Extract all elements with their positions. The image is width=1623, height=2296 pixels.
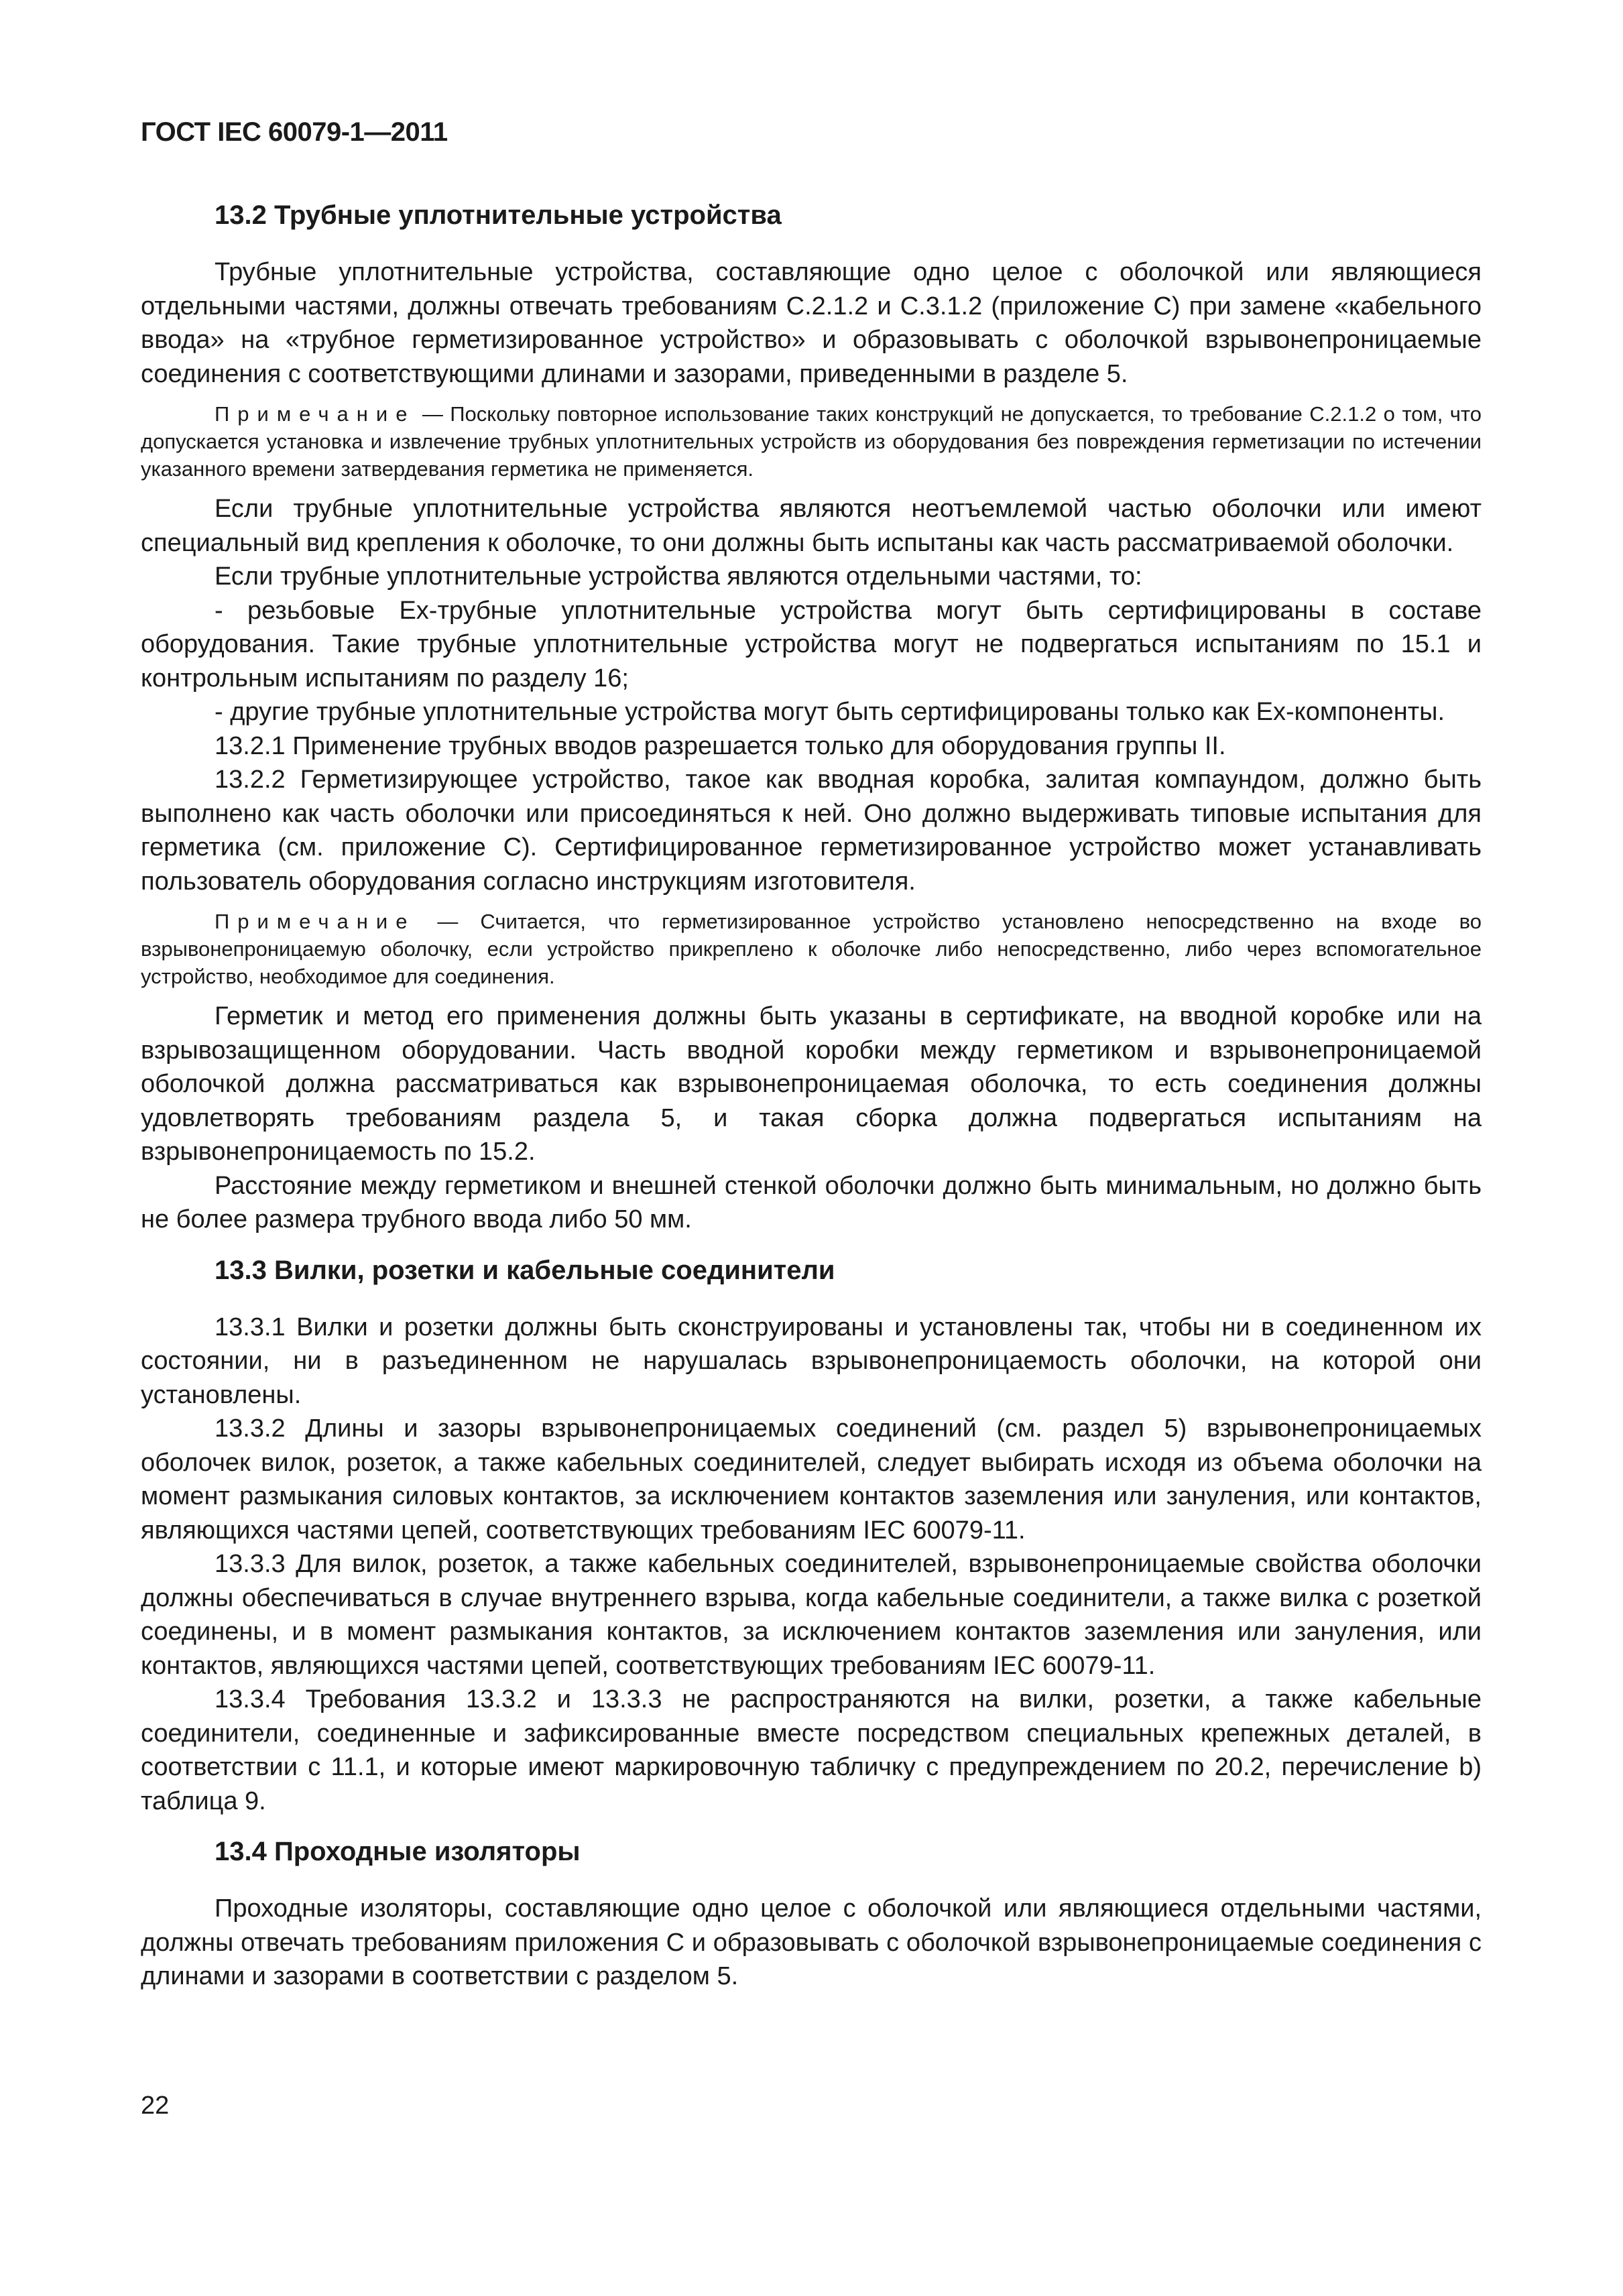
paragraph: Если трубные уплотнительные устройства являются отдельными частями, то:	[215, 562, 1142, 591]
list-item: - другие трубные уплотнительные устройства могут быть сертифицированы только как Ex-компоненты.	[215, 698, 1445, 726]
paragraph: Если трубные уплотнительные устройства являются неотъемлемой частью оболочки или имеют специальный вид крепления к оболочке, то они должны быть испытаны как часть рассматриваемой оболочки.	[141, 495, 1482, 557]
page-body	[141, 198, 1482, 1994]
note	[141, 400, 1482, 483]
clause-13-3-4: 13.3.4 Требования 13.3.2 и 13.3.3 не распространяются на вилки, розетки, а также кабельные соединители, соединенные и зафиксированные вместе посредством специальных крепежных деталей, в соответствии с 11.1, и которые имеют маркировочную табличку с предупреждением по 20.2, перечисление b) таблица 9.	[141, 1685, 1482, 1815]
clause-13-2-1: 13.2.1 Применение трубных вводов разрешается только для оборудования группы II.	[215, 731, 1226, 760]
clause-13-2-2: 13.2.2 Герметизирующее устройство, такое как вводная коробка, залитая компаундом, должно быть выполнено как часть оболочки или присоединяться к ней. Оно должно выдерживать типовые испытания для герметика (см. приложение С). Сертифицированное герметизированное устройство может устанавливать пользователь оборудования согласно инструкциям изготовителя.	[141, 766, 1482, 896]
paragraph: Проходные изоляторы, составляющие одно целое с оболочкой или являющиеся отдельными частями, должны отвечать требованиям приложения С и образовывать с оболочкой взрывонепроницаемые соединения с длинами и зазорами в соответствии с разделом 5.	[141, 1894, 1482, 1990]
section-heading-13-4: 13.4 Проходные изоляторы	[215, 1837, 581, 1866]
section-heading-13-3: 13.3 Вилки, розетки и кабельные соединители	[215, 1255, 835, 1285]
clause-13-3-3: 13.3.3 Для вилок, розеток, а также кабельных соединителей, взрывонепроницаемые свойства оболочки должны обеспечиваться в случае внутреннего взрыва, когда кабельные соединители, а также вилка с розеткой соединены, и в момент размыкания контактов, за исключением контактов заземления или зануления, или контактов, являющихся частями цепей, соответствующих требованиям IEC 60079-11.	[141, 1550, 1482, 1680]
paragraph: Герметик и метод его применения должны быть указаны в сертификате, на вводной коробке или на взрывозащищенном оборудовании. Часть вводной коробки между герметиком и взрывонепроницаемой оболочкой должна рассматриваться как взрывонепроницаемая оболочка, то есть соединения должны удовлетворять требованиям раздела 5, и такая сборка должна подвергаться испытаниям на взрывонепроницаемость по 15.2.	[141, 1002, 1482, 1166]
note-label: Примечание	[215, 910, 416, 933]
section-heading-13-2: 13.2 Трубные уплотнительные устройства	[215, 200, 782, 230]
standard-code-header: ГОСТ IEC 60079-1—2011	[141, 117, 448, 147]
clause-13-3-2: 13.3.2 Длины и зазоры взрывонепроницаемых соединений (см. раздел 5) взрывонепроницаемых оболочек вилок, розеток, а также кабельных соединителей, следует выбирать исходя из объема оболочки на момент размыкания силовых контактов, за исключением контактов заземления или зануления, или контактов, являющихся частями цепей, соответствующих требованиям IEC 60079-11.	[141, 1414, 1482, 1545]
page-number: 22	[141, 2092, 170, 2120]
paragraph: Трубные уплотнительные устройства, составляющие одно целое с оболочкой или являющиеся отдельными частями, должны отвечать требованиям С.2.1.2 и С.3.1.2 (приложение С) при замене «кабельного ввода» на «трубное герметизированное устройство» и образовывать с оболочкой взрывонепроницаемые соединения с соответствующими длинами и зазорами, приведенными в разделе 5.	[141, 258, 1482, 388]
clause-13-3-1: 13.3.1 Вилки и розетки должны быть сконструированы и установлены так, чтобы ни в соединенном их состоянии, ни в разъединенном не нарушалась взрывонепроницаемость оболочки, на которой они установлены.	[141, 1313, 1482, 1409]
note-text: — Поскольку повторное использование таких конструкций не допускается, то требование С.2.1.2 о том, что допускается установка и извлечение трубных уплотнительных устройств из оборудования без повреждения герметизации по истечении указанного времени затвердевания герметика не применяется.	[141, 402, 1482, 481]
note-label: Примечание	[215, 402, 416, 426]
note	[141, 908, 1482, 990]
note-text: — Считается, что герметизированное устройство установлено непосредственно на входе во взрывонепроницаемую оболочку, если устройство прикреплено к оболочке либо непосредственно, либо через вспомогательное устройство, необходимое для соединения.	[141, 910, 1482, 988]
list-item: - резьбовые Ex-трубные уплотнительные устройства могут быть сертифицированы в составе оборудования. Такие трубные уплотнительные устройства могут не подвергаться испытаниям по 15.1 и контрольным испытаниям по разделу 16;	[141, 596, 1482, 692]
paragraph: Расстояние между герметиком и внешней стенкой оболочки должно быть минимальным, но должно быть не более размера трубного ввода либо 50 мм.	[141, 1171, 1482, 1233]
